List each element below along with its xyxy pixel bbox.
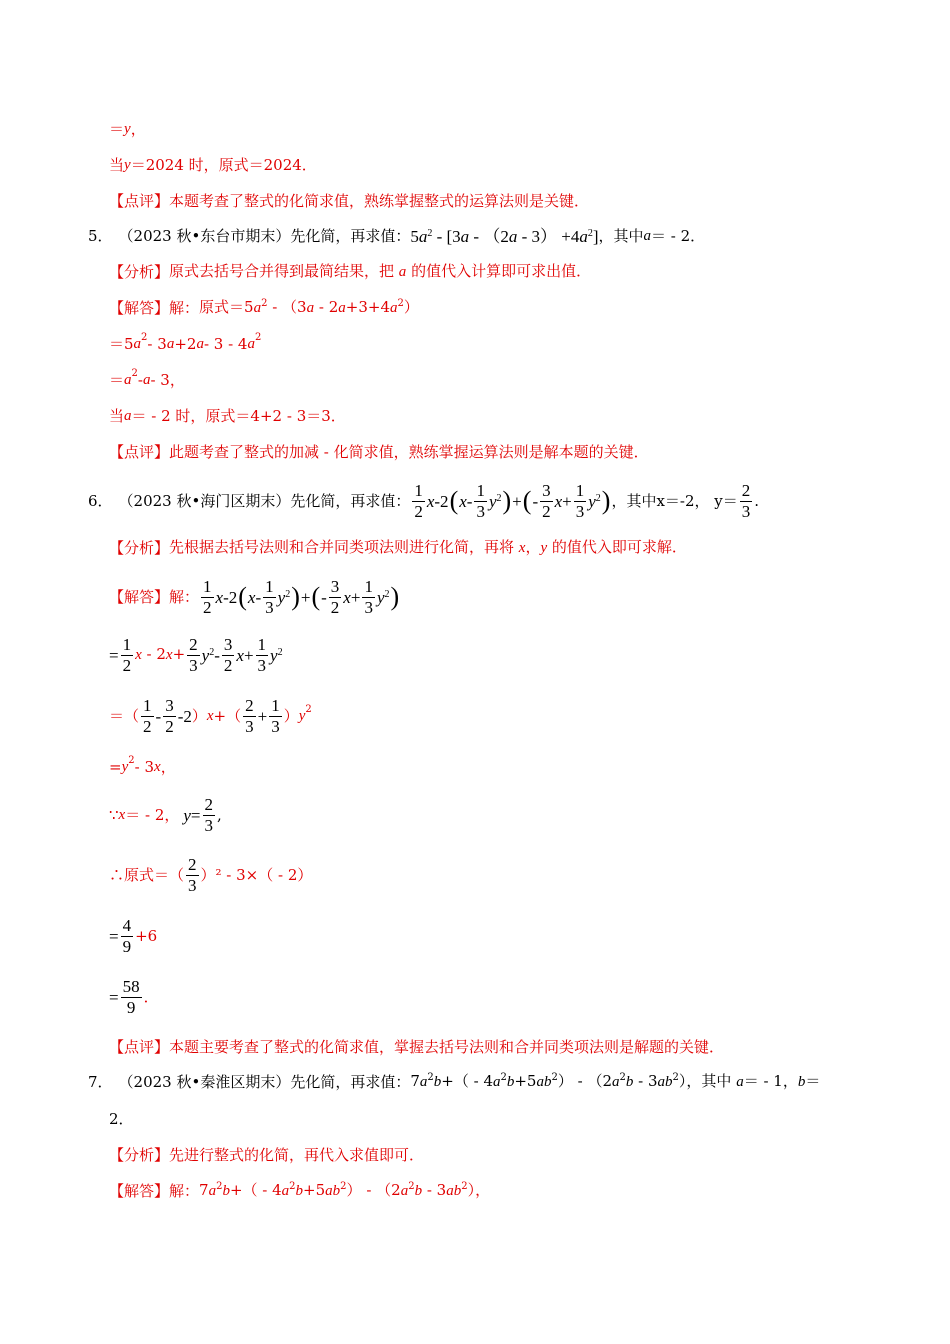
q7-statement: 7． （2023 秋•秦淮区期末）先化简，再求值： $7a^2b+( - 4a^2b+5ab^2) - (2a^2b - 3ab^2)$，其中 a＝ - 1，b＝ [88, 1072, 821, 1091]
q5-statement: 5． （2023 秋•东台市期末）先化简，再求值： $5a^2 - [3a - (2a - 3) +4a^2]$ ，其中 a ＝ - 2． [88, 226, 706, 246]
q5-answer-line-1: 【解答】 解： 原式$=5a^2 - (3a - 2a+3+4a^2)$ [109, 298, 419, 317]
q7-statement-cont: 2． [109, 1109, 134, 1128]
q6-analysis: 【分析】 先根据去括号法则和合并同类项法则进行化简，再将 x，y 的值代入即可求解． [109, 538, 687, 557]
top-line-1: ＝ y ， [109, 119, 146, 138]
fraction: $\frac{3}{2}$ [542, 480, 551, 521]
q6-answer-line-6: ∴原式＝（ $\frac{2}{3}$ ）² - 3×（ - 2） [109, 854, 313, 895]
q6-answer-line-4: = y $^2$ - 3 x ， [109, 755, 176, 776]
q5-analysis: 【分析】 原式去括号合并得到最简结果，把 a 的值代入计算即可求出值． [109, 262, 592, 281]
fraction: $\frac{1}{2}$ [414, 480, 423, 521]
fraction: $\frac{1}{3}$ [575, 480, 585, 521]
q6-answer-line-5: ∵ x ＝ - 2， y= $\frac{2}{3}$ , [109, 794, 222, 835]
q7-analysis: 【分析】 先进行整式的化简，再代入求值即可． [109, 1145, 425, 1164]
top-review: 【点评】 本题考查了整式的化简求值，熟练掌握整式的运算法则是关键． [109, 191, 590, 210]
q6-answer-line-2: = $\frac{1}{2}$ x - 2x+ $\frac{2}{3}$ $y^2-$ $\frac{3}{2}$ x+ $\frac{1}{3}$ $y^2$ [109, 634, 283, 675]
q6-answer-line-7: = $\frac{4}{9}$ +6 [109, 915, 158, 956]
q5-answer-line-4: 当 a ＝ - 2 时，原式＝4+2 - 3＝3． [109, 406, 346, 425]
q6-answer-line-8: = $\frac{58}{9}$ ． [109, 976, 159, 1017]
top-line-2: 当 y ＝2024 时，原式＝2024． [109, 155, 317, 174]
q6-statement: 6． （2023 秋•海门区期末）先化简，再求值： $\frac{1}{2}$ x-2 ( x- $\frac{1}{3}$ $y^2$ ) + ( - $\frac{3}{2}$ x+ $\frac{1}{3}$ $y^2$ ) ，其中x＝-2， y＝ $\frac{2}{3}$ . [88, 480, 760, 521]
q6-answer-line-3: ＝（ $\frac{1}{2}$ - $\frac{3}{2}$ -2 ） x +（ $\frac{2}{3}$ + $\frac{1}{3}$ ） y $^2$ [109, 695, 312, 736]
review-tag: 【点评】 [109, 191, 170, 210]
q5-review: 【点评】 此题考查了整式的加减 - 化简求值，熟练掌握运算法则是解本题的关键． [109, 442, 649, 461]
fraction: $\frac{2}{3}$ [741, 480, 751, 521]
q5-answer-line-3: ＝ a $^2$ - a - 3， [109, 368, 185, 389]
q6-answer-line-1: 【解答】 解： $\frac{1}{2}$ x-2 ( x- $\frac{1}{3}$ $y^2$ ) + ( - $\frac{3}{2}$ x+ $\frac{1}{3}$ $y^2$ ) [109, 576, 400, 617]
q5-answer-line-2: ＝5 a $^2$ - 3 a +2 a - 3 - 4 a $^2$ [109, 332, 262, 353]
q6-review: 【点评】 本题主要考查了整式的化简求值，掌握去括号法则和合并同类项法则是解题的关键． [109, 1037, 725, 1056]
q7-answer-line-1: 【解答】 解： $7a^2b+( - 4a^2b+5ab^2) - (2a^2b - 3ab^2)$， [109, 1181, 491, 1200]
fraction: $\frac{1}{3}$ [476, 480, 485, 521]
